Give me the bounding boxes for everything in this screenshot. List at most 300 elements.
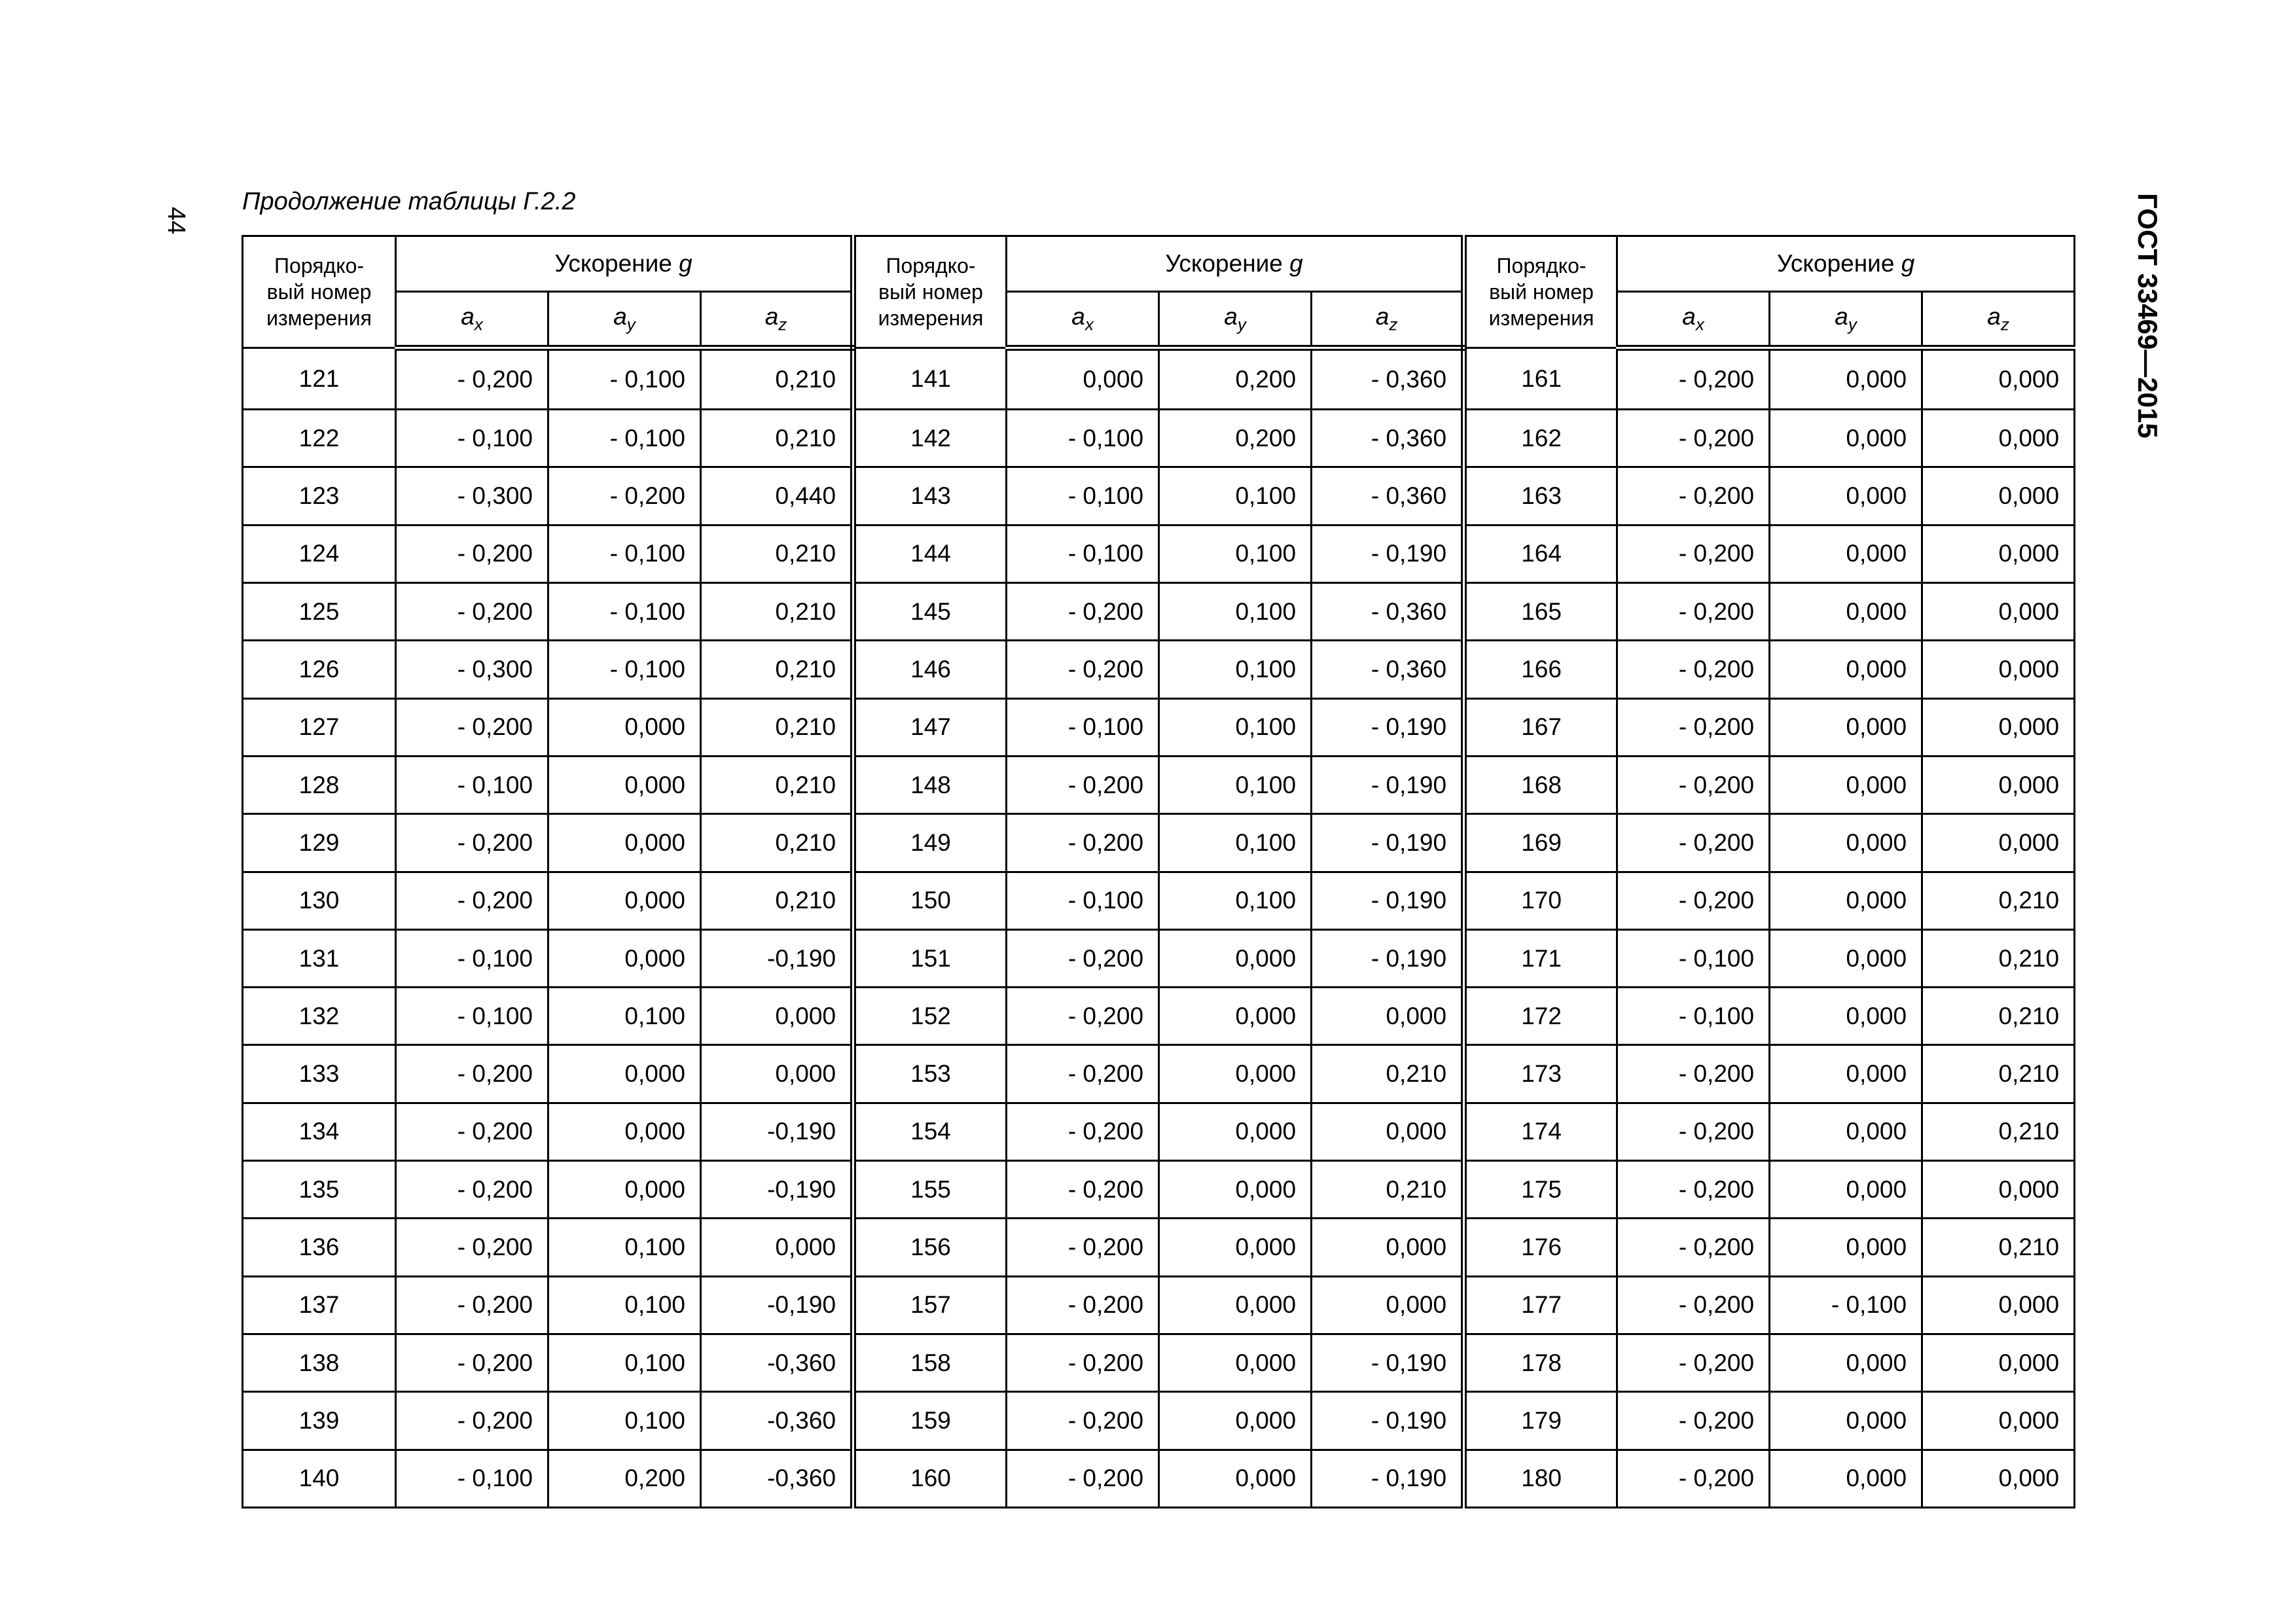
- table-row: [243, 814, 2075, 872]
- table-row: [243, 698, 2075, 756]
- acceleration-ay-cell: 0,200: [1159, 348, 1312, 410]
- acceleration-ay-cell: 0,000: [548, 698, 701, 756]
- acceleration-ay-cell: 0,000: [548, 814, 701, 872]
- header-axis-subscript: x: [474, 314, 483, 334]
- acceleration-ay-cell: 0,100: [1159, 641, 1312, 698]
- measurement-number-cell: 125: [243, 583, 396, 641]
- acceleration-az-cell: 0,210: [701, 348, 853, 410]
- acceleration-ay-cell: 0,000: [1159, 1392, 1312, 1450]
- measurement-number-cell: 136: [243, 1219, 396, 1276]
- acceleration-ay-cell: 0,000: [1159, 1161, 1312, 1219]
- table-row: [243, 525, 2075, 582]
- measurement-number-cell: 151: [853, 929, 1007, 987]
- acceleration-az-cell: 0,000: [1922, 1450, 2075, 1507]
- header-axis-az: [1922, 292, 2075, 348]
- header-acceleration-unit: g: [1901, 250, 1915, 277]
- acceleration-ay-cell: 0,000: [1770, 348, 1922, 410]
- acceleration-az-cell: 0,440: [701, 467, 853, 525]
- acceleration-ay-cell: 0,000: [1770, 583, 1922, 641]
- acceleration-ay-cell: 0,000: [548, 872, 701, 929]
- measurement-number-cell: 148: [853, 756, 1007, 813]
- acceleration-ax-cell: - 0,200: [1617, 756, 1770, 813]
- acceleration-ay-cell: 0,100: [1159, 583, 1312, 641]
- header-axis-symbol: a: [613, 302, 627, 330]
- header-measurement-number: [1464, 236, 1617, 348]
- acceleration-ax-cell: - 0,200: [396, 583, 548, 641]
- acceleration-ax-cell: - 0,200: [1617, 1045, 1770, 1103]
- acceleration-ay-cell: - 0,100: [548, 410, 701, 467]
- acceleration-ay-cell: 0,000: [548, 756, 701, 813]
- measurement-number-cell: 134: [243, 1103, 396, 1160]
- acceleration-table: [242, 235, 2075, 1508]
- acceleration-ay-cell: 0,100: [1159, 698, 1312, 756]
- table-body: [243, 348, 2075, 1508]
- measurement-number-cell: 127: [243, 698, 396, 756]
- acceleration-ay-cell: 0,100: [548, 1392, 701, 1450]
- measurement-number-cell: 165: [1464, 583, 1617, 641]
- measurement-number-cell: 142: [853, 410, 1007, 467]
- measurement-number-cell: 168: [1464, 756, 1617, 813]
- header-axis-subscript: z: [1389, 314, 1398, 334]
- header-axis-symbol: a: [1224, 302, 1238, 330]
- table-row: [243, 872, 2075, 929]
- table-row: [243, 1161, 2075, 1219]
- header-axis-subscript: x: [1695, 314, 1704, 334]
- measurement-number-cell: 158: [853, 1334, 1007, 1391]
- acceleration-ax-cell: - 0,200: [1617, 641, 1770, 698]
- acceleration-ax-cell: - 0,200: [1617, 698, 1770, 756]
- acceleration-az-cell: - 0,190: [1312, 1334, 1464, 1391]
- acceleration-ax-cell: - 0,200: [1007, 1450, 1159, 1507]
- acceleration-ay-cell: 0,000: [548, 1045, 701, 1103]
- acceleration-az-cell: 0,000: [1922, 348, 2075, 410]
- acceleration-ay-cell: 0,000: [1770, 756, 1922, 813]
- header-axis-symbol: a: [1987, 302, 2001, 330]
- acceleration-ay-cell: 0,000: [1770, 988, 1922, 1045]
- header-axis-ax: [1617, 292, 1770, 348]
- acceleration-ax-cell: - 0,200: [1617, 1334, 1770, 1391]
- table-row: [243, 1276, 2075, 1334]
- acceleration-ay-cell: - 0,100: [548, 641, 701, 698]
- acceleration-ax-cell: - 0,200: [1007, 1334, 1159, 1391]
- acceleration-ax-cell: - 0,300: [396, 641, 548, 698]
- acceleration-az-cell: 0,210: [1312, 1161, 1464, 1219]
- acceleration-ay-cell: 0,200: [1159, 410, 1312, 467]
- acceleration-az-cell: -0,190: [701, 1161, 853, 1219]
- measurement-number-cell: 178: [1464, 1334, 1617, 1391]
- measurement-number-cell: 126: [243, 641, 396, 698]
- acceleration-ax-cell: - 0,100: [1007, 410, 1159, 467]
- measurement-number-cell: 150: [853, 872, 1007, 929]
- measurement-number-cell: 164: [1464, 525, 1617, 582]
- acceleration-ax-cell: - 0,200: [396, 1276, 548, 1334]
- measurement-number-cell: 135: [243, 1161, 396, 1219]
- acceleration-ax-cell: - 0,200: [1617, 1103, 1770, 1160]
- acceleration-ay-cell: 0,000: [1159, 929, 1312, 987]
- table-header: [243, 236, 2075, 348]
- acceleration-az-cell: - 0,190: [1312, 872, 1464, 929]
- acceleration-ax-cell: - 0,200: [1007, 988, 1159, 1045]
- acceleration-ay-cell: 0,000: [1770, 872, 1922, 929]
- acceleration-ax-cell: - 0,200: [1007, 583, 1159, 641]
- table-row: [243, 1334, 2075, 1391]
- measurement-number-cell: 131: [243, 929, 396, 987]
- acceleration-az-cell: - 0,360: [1312, 348, 1464, 410]
- acceleration-az-cell: - 0,190: [1312, 698, 1464, 756]
- acceleration-ay-cell: 0,000: [1159, 1334, 1312, 1391]
- acceleration-ax-cell: - 0,200: [1617, 583, 1770, 641]
- acceleration-ax-cell: - 0,200: [1007, 814, 1159, 872]
- header-axis-subscript: y: [1237, 314, 1246, 334]
- acceleration-az-cell: 0,210: [701, 698, 853, 756]
- measurement-number-cell: 140: [243, 1450, 396, 1507]
- measurement-number-cell: 162: [1464, 410, 1617, 467]
- acceleration-ay-cell: 0,000: [1770, 410, 1922, 467]
- acceleration-ay-cell: 0,100: [1159, 872, 1312, 929]
- acceleration-az-cell: 0,210: [1922, 1045, 2075, 1103]
- acceleration-ax-cell: - 0,200: [1617, 1392, 1770, 1450]
- header-axis-symbol: a: [1071, 302, 1085, 330]
- acceleration-ax-cell: - 0,100: [1617, 929, 1770, 987]
- measurement-number-cell: 172: [1464, 988, 1617, 1045]
- acceleration-ax-cell: - 0,200: [1007, 641, 1159, 698]
- measurement-number-cell: 159: [853, 1392, 1007, 1450]
- acceleration-az-cell: 0,210: [1312, 1045, 1464, 1103]
- acceleration-az-cell: 0,000: [1922, 467, 2075, 525]
- acceleration-ax-cell: - 0,200: [1617, 467, 1770, 525]
- acceleration-ay-cell: 0,200: [548, 1450, 701, 1507]
- header-measurement-number-line: измерения: [266, 306, 372, 330]
- acceleration-ay-cell: 0,000: [1770, 814, 1922, 872]
- acceleration-ax-cell: - 0,200: [1007, 929, 1159, 987]
- header-axis-subscript: y: [626, 314, 636, 334]
- table-row: [243, 1392, 2075, 1450]
- acceleration-ay-cell: 0,100: [1159, 467, 1312, 525]
- acceleration-ay-cell: 0,100: [548, 1276, 701, 1334]
- table-row: [243, 410, 2075, 467]
- acceleration-ax-cell: - 0,200: [1617, 1276, 1770, 1334]
- acceleration-ax-cell: - 0,200: [396, 1161, 548, 1219]
- measurement-number-cell: 161: [1464, 348, 1617, 410]
- measurement-number-cell: 149: [853, 814, 1007, 872]
- acceleration-ay-cell: 0,000: [1770, 1103, 1922, 1160]
- acceleration-az-cell: - 0,360: [1312, 467, 1464, 525]
- acceleration-ax-cell: - 0,300: [396, 467, 548, 525]
- acceleration-az-cell: 0,000: [1312, 988, 1464, 1045]
- acceleration-az-cell: 0,000: [1922, 1334, 2075, 1391]
- acceleration-az-cell: 0,210: [701, 410, 853, 467]
- acceleration-ax-cell: - 0,200: [1007, 756, 1159, 813]
- acceleration-az-cell: 0,210: [1922, 1103, 2075, 1160]
- acceleration-ax-cell: - 0,200: [396, 1392, 548, 1450]
- measurement-number-cell: 143: [853, 467, 1007, 525]
- acceleration-ax-cell: - 0,200: [1617, 525, 1770, 582]
- standard-code: ГОСТ 33469—2015: [2132, 193, 2163, 438]
- acceleration-ay-cell: 0,000: [1770, 1392, 1922, 1450]
- header-acceleration: [396, 236, 853, 292]
- acceleration-ax-cell: - 0,100: [1007, 525, 1159, 582]
- measurement-number-cell: 154: [853, 1103, 1007, 1160]
- acceleration-az-cell: 0,000: [1922, 756, 2075, 813]
- acceleration-ay-cell: - 0,100: [548, 525, 701, 582]
- acceleration-ax-cell: - 0,200: [1007, 1045, 1159, 1103]
- measurement-number-cell: 145: [853, 583, 1007, 641]
- measurement-number-cell: 144: [853, 525, 1007, 582]
- measurement-number-cell: 173: [1464, 1045, 1617, 1103]
- header-axis-ax: [396, 292, 548, 348]
- acceleration-az-cell: 0,210: [1922, 988, 2075, 1045]
- acceleration-az-cell: - 0,190: [1312, 1450, 1464, 1507]
- acceleration-az-cell: 0,210: [701, 756, 853, 813]
- measurement-number-cell: 146: [853, 641, 1007, 698]
- acceleration-az-cell: 0,000: [1922, 814, 2075, 872]
- header-measurement-number-line: вый номер: [1489, 280, 1594, 304]
- measurement-number-cell: 155: [853, 1161, 1007, 1219]
- table-row: [243, 583, 2075, 641]
- header-acceleration-label: Ускорение: [554, 250, 672, 277]
- acceleration-ay-cell: 0,000: [1770, 1045, 1922, 1103]
- acceleration-ax-cell: - 0,200: [396, 348, 548, 410]
- acceleration-az-cell: 0,000: [1312, 1103, 1464, 1160]
- header-axis-ay: [1159, 292, 1312, 348]
- header-axis-subscript: z: [778, 314, 787, 334]
- table-caption: Продолжение таблицы Г.2.2: [242, 188, 576, 215]
- acceleration-az-cell: 0,000: [1922, 1161, 2075, 1219]
- acceleration-ay-cell: - 0,100: [1770, 1276, 1922, 1334]
- header-acceleration: [1617, 236, 2075, 292]
- acceleration-ay-cell: 0,100: [1159, 814, 1312, 872]
- acceleration-az-cell: 0,000: [1922, 410, 2075, 467]
- acceleration-ax-cell: - 0,200: [396, 1103, 548, 1160]
- header-axis-symbol: a: [764, 302, 779, 330]
- acceleration-az-cell: 0,000: [701, 1045, 853, 1103]
- acceleration-ay-cell: 0,000: [1770, 1334, 1922, 1391]
- table-row: [243, 348, 2075, 410]
- table-row: [243, 756, 2075, 813]
- measurement-number-cell: 138: [243, 1334, 396, 1391]
- acceleration-ax-cell: - 0,100: [1007, 698, 1159, 756]
- acceleration-ax-cell: - 0,200: [396, 1219, 548, 1276]
- acceleration-ay-cell: 0,000: [1770, 467, 1922, 525]
- acceleration-ay-cell: 0,000: [1159, 1276, 1312, 1334]
- measurement-number-cell: 132: [243, 988, 396, 1045]
- acceleration-ax-cell: - 0,200: [1007, 1392, 1159, 1450]
- acceleration-az-cell: -0,360: [701, 1392, 853, 1450]
- acceleration-az-cell: 0,210: [701, 583, 853, 641]
- measurement-number-cell: 175: [1464, 1161, 1617, 1219]
- acceleration-ax-cell: - 0,200: [396, 1334, 548, 1391]
- measurement-number-cell: 176: [1464, 1219, 1617, 1276]
- measurement-number-cell: 122: [243, 410, 396, 467]
- table-row: [243, 467, 2075, 525]
- acceleration-ay-cell: 0,000: [1770, 1450, 1922, 1507]
- acceleration-ay-cell: 0,100: [548, 988, 701, 1045]
- acceleration-ax-cell: - 0,100: [396, 929, 548, 987]
- table-row: [243, 1045, 2075, 1103]
- acceleration-ay-cell: 0,000: [1770, 1219, 1922, 1276]
- acceleration-az-cell: 0,210: [701, 814, 853, 872]
- acceleration-ax-cell: - 0,200: [1617, 1219, 1770, 1276]
- measurement-number-cell: 123: [243, 467, 396, 525]
- header-acceleration-label: Ускорение: [1165, 250, 1283, 277]
- header-axis-symbol: a: [1835, 302, 1848, 330]
- acceleration-ax-cell: - 0,200: [1617, 410, 1770, 467]
- acceleration-ax-cell: - 0,200: [1617, 872, 1770, 929]
- acceleration-ax-cell: - 0,100: [396, 756, 548, 813]
- header-measurement-number: [853, 236, 1007, 348]
- acceleration-az-cell: 0,000: [701, 1219, 853, 1276]
- acceleration-ax-cell: - 0,100: [1007, 467, 1159, 525]
- header-axis-ay: [548, 292, 701, 348]
- measurement-number-cell: 171: [1464, 929, 1617, 987]
- acceleration-az-cell: - 0,190: [1312, 929, 1464, 987]
- header-axis-ay: [1770, 292, 1922, 348]
- acceleration-az-cell: 0,000: [701, 988, 853, 1045]
- acceleration-az-cell: -0,190: [701, 929, 853, 987]
- acceleration-az-cell: - 0,360: [1312, 583, 1464, 641]
- acceleration-ay-cell: 0,000: [1770, 1161, 1922, 1219]
- acceleration-ay-cell: 0,100: [1159, 525, 1312, 582]
- measurement-number-cell: 133: [243, 1045, 396, 1103]
- measurement-number-cell: 141: [853, 348, 1007, 410]
- table-row: [243, 641, 2075, 698]
- header-measurement-number-line: измерения: [1488, 306, 1594, 330]
- acceleration-ay-cell: - 0,100: [548, 348, 701, 410]
- acceleration-ax-cell: - 0,100: [396, 410, 548, 467]
- acceleration-ay-cell: 0,000: [1159, 1450, 1312, 1507]
- acceleration-ay-cell: 0,100: [1159, 756, 1312, 813]
- acceleration-ax-cell: - 0,200: [1617, 1161, 1770, 1219]
- header-measurement-number-line: Порядко-: [886, 254, 976, 277]
- acceleration-ay-cell: 0,000: [1159, 1219, 1312, 1276]
- acceleration-az-cell: - 0,190: [1312, 1392, 1464, 1450]
- measurement-number-cell: 130: [243, 872, 396, 929]
- table-row: [243, 1450, 2075, 1507]
- measurement-number-cell: 167: [1464, 698, 1617, 756]
- acceleration-az-cell: - 0,190: [1312, 525, 1464, 582]
- table-row: [243, 1219, 2075, 1276]
- acceleration-ax-cell: - 0,200: [1617, 1450, 1770, 1507]
- measurement-number-cell: 174: [1464, 1103, 1617, 1160]
- acceleration-ay-cell: - 0,200: [548, 467, 701, 525]
- acceleration-az-cell: 0,210: [1922, 929, 2075, 987]
- acceleration-az-cell: 0,000: [1312, 1276, 1464, 1334]
- acceleration-az-cell: - 0,360: [1312, 410, 1464, 467]
- table-row: [243, 1103, 2075, 1160]
- acceleration-ay-cell: 0,000: [1770, 929, 1922, 987]
- acceleration-ax-cell: - 0,100: [396, 1450, 548, 1507]
- acceleration-az-cell: -0,360: [701, 1450, 853, 1507]
- acceleration-az-cell: 0,210: [701, 872, 853, 929]
- acceleration-ax-cell: - 0,200: [1007, 1161, 1159, 1219]
- measurement-number-cell: 160: [853, 1450, 1007, 1507]
- acceleration-ax-cell: - 0,100: [1007, 872, 1159, 929]
- header-measurement-number-line: вый номер: [266, 280, 372, 304]
- acceleration-ay-cell: 0,000: [1770, 525, 1922, 582]
- acceleration-az-cell: 0,000: [1922, 1392, 2075, 1450]
- acceleration-ay-cell: 0,000: [1159, 1103, 1312, 1160]
- measurement-number-cell: 163: [1464, 467, 1617, 525]
- acceleration-ax-cell: - 0,200: [1007, 1219, 1159, 1276]
- acceleration-ax-cell: - 0,100: [396, 988, 548, 1045]
- acceleration-az-cell: 0,000: [1922, 1276, 2075, 1334]
- measurement-number-cell: 169: [1464, 814, 1617, 872]
- measurement-number-cell: 156: [853, 1219, 1007, 1276]
- acceleration-az-cell: 0,210: [701, 525, 853, 582]
- acceleration-az-cell: 0,000: [1922, 641, 2075, 698]
- acceleration-az-cell: -0,190: [701, 1276, 853, 1334]
- acceleration-ay-cell: 0,000: [1159, 1045, 1312, 1103]
- header-acceleration: [1007, 236, 1464, 292]
- acceleration-ay-cell: 0,000: [1770, 641, 1922, 698]
- acceleration-ax-cell: - 0,200: [396, 872, 548, 929]
- acceleration-ax-cell: 0,000: [1007, 348, 1159, 410]
- measurement-number-cell: 157: [853, 1276, 1007, 1334]
- measurement-number-cell: 128: [243, 756, 396, 813]
- header-axis-subscript: x: [1085, 314, 1094, 334]
- acceleration-az-cell: -0,190: [701, 1103, 853, 1160]
- header-acceleration-unit: g: [1289, 250, 1303, 277]
- acceleration-az-cell: - 0,360: [1312, 641, 1464, 698]
- acceleration-az-cell: -0,360: [701, 1334, 853, 1391]
- header-measurement-number-line: вый номер: [878, 280, 983, 304]
- measurement-number-cell: 179: [1464, 1392, 1617, 1450]
- header-axis-subscript: z: [2000, 314, 2009, 334]
- measurement-number-cell: 124: [243, 525, 396, 582]
- header-measurement-number: [243, 236, 396, 348]
- header-axis-az: [701, 292, 853, 348]
- acceleration-ay-cell: 0,000: [1770, 698, 1922, 756]
- acceleration-ax-cell: - 0,200: [1007, 1103, 1159, 1160]
- header-axis-subscript: y: [1848, 314, 1857, 334]
- acceleration-ax-cell: - 0,100: [1617, 988, 1770, 1045]
- acceleration-ax-cell: - 0,200: [396, 1045, 548, 1103]
- acceleration-ay-cell: 0,000: [1159, 988, 1312, 1045]
- measurement-number-cell: 139: [243, 1392, 396, 1450]
- table-row: [243, 929, 2075, 987]
- header-measurement-number-line: Порядко-: [274, 254, 365, 277]
- acceleration-ax-cell: - 0,200: [396, 525, 548, 582]
- acceleration-ay-cell: 0,000: [548, 1103, 701, 1160]
- acceleration-az-cell: 0,000: [1922, 525, 2075, 582]
- header-axis-symbol: a: [461, 302, 475, 330]
- acceleration-ay-cell: 0,000: [548, 1161, 701, 1219]
- acceleration-az-cell: 0,210: [1922, 872, 2075, 929]
- table-row: [243, 988, 2075, 1045]
- acceleration-ax-cell: - 0,200: [1617, 814, 1770, 872]
- measurement-number-cell: 121: [243, 348, 396, 410]
- page-number: 44: [162, 207, 190, 235]
- header-acceleration-unit: g: [679, 250, 692, 277]
- acceleration-ay-cell: 0,000: [548, 929, 701, 987]
- measurement-number-cell: 166: [1464, 641, 1617, 698]
- acceleration-ax-cell: - 0,200: [396, 698, 548, 756]
- measurement-number-cell: 137: [243, 1276, 396, 1334]
- header-measurement-number-line: Порядко-: [1496, 254, 1587, 277]
- header-measurement-number-line: измерения: [878, 306, 984, 330]
- acceleration-az-cell: 0,000: [1922, 583, 2075, 641]
- measurement-number-cell: 180: [1464, 1450, 1617, 1507]
- measurement-number-cell: 170: [1464, 872, 1617, 929]
- acceleration-az-cell: 0,000: [1922, 698, 2075, 756]
- acceleration-az-cell: 0,210: [701, 641, 853, 698]
- acceleration-ax-cell: - 0,200: [396, 814, 548, 872]
- measurement-number-cell: 152: [853, 988, 1007, 1045]
- header-axis-az: [1312, 292, 1464, 348]
- header-acceleration-label: Ускорение: [1776, 250, 1895, 277]
- acceleration-az-cell: 0,000: [1312, 1219, 1464, 1276]
- acceleration-az-cell: - 0,190: [1312, 756, 1464, 813]
